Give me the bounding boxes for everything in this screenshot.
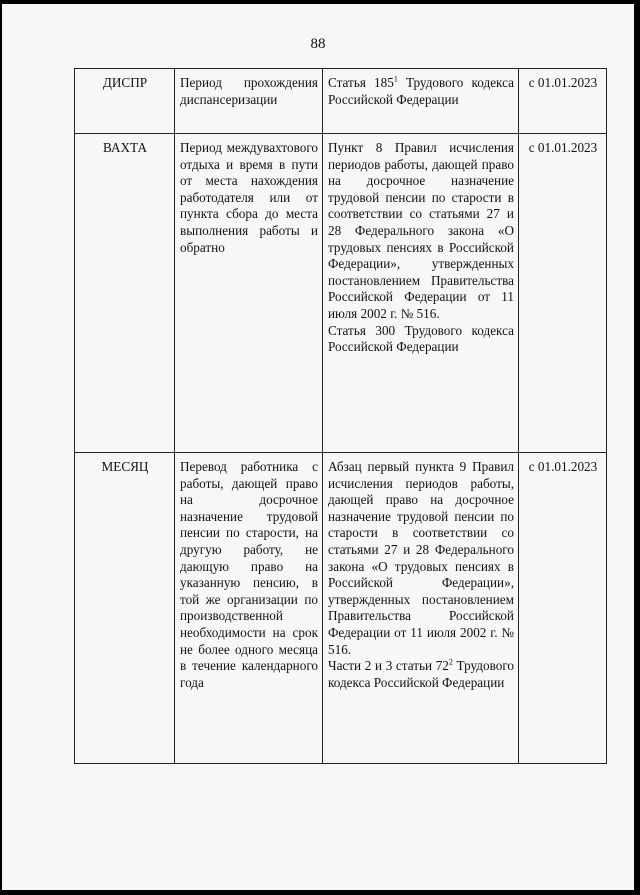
document-page: [2, 4, 634, 890]
row-code: ДИСПР: [75, 69, 175, 134]
row-legal-basis: [323, 453, 519, 764]
row-effective-date: с 01.01.2023: [519, 134, 607, 453]
page-number: 88: [310, 36, 326, 52]
row-legal-basis: [323, 134, 519, 453]
table-row: [75, 453, 607, 764]
basis-paragraph: Части 2 и 3 статьи $72^2$ Трудового кодекса Российской Федерации: [328, 657, 514, 690]
row-effective-date: с 01.01.2023: [519, 453, 607, 764]
basis-paragraph: Статья 300 Трудового кодекса Российской Федерации: [328, 322, 514, 355]
table-row: [75, 134, 607, 453]
table-row: [75, 69, 607, 134]
basis-paragraph: Статья $185^1$ Трудового кодекса Российской Федерации: [328, 74, 515, 107]
basis-paragraph: Абзац первый пункта 9 Правил исчисления периодов работы, дающей право на досрочное назначение трудовой пенсии по старости в соответствии со статьями 27 и 28 Федерального закона «О трудовых пенсиях в Российской Федерации», утвержденных постановлением Правительства Российской Федерации от 11 июля 2002 г. № 516.: [328, 459, 514, 657]
row-code: МЕСЯЦ: [75, 453, 175, 764]
basis-paragraph: Пункт 8 Правил исчисления периодов работы, дающей право на досрочное назначение трудовой пенсии по старости в соответствии со статьями 27 и 28 Федерального закона «О трудовых пенсиях в Российской Федерации», утвержденных постановлением Правительства Российской Федерации от 11 июля 2002 г. № 516.: [328, 140, 514, 321]
row-legal-basis: [323, 69, 519, 134]
row-code: ВАХТА: [75, 134, 175, 453]
row-effective-date: с 01.01.2023: [519, 69, 607, 134]
row-description: Период прохождения диспансеризации: [175, 69, 323, 134]
periods-table: [74, 68, 607, 764]
row-description: Перевод работника с работы, дающей право на досрочное назначение трудовой пенсии по старости, на другую работу, не дающую право на указанную пенсию, в той же организации по производственной необходимости на срок не более одного месяца в течение календарного года: [175, 453, 323, 764]
row-description: Период междувахтового отдыха и время в пути от места нахождения работодателя или от пункта сбора до места выполнения работы и обратно: [175, 134, 323, 453]
